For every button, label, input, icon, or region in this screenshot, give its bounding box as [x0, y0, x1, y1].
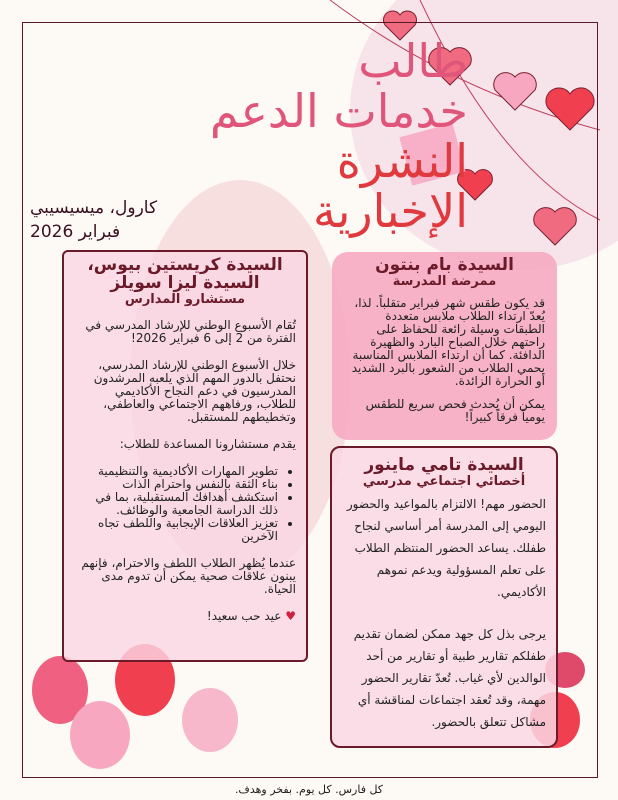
- social-worker-p1: الحضور مهم! الالتزام بالمواعيد والحضور اليومي إلى المدرسة أمر أساسي لنجاح طفلك. يساعد الحضور المنتظم الطلاب على تعلم المسؤولية ويدعم نموهم الأكاديمي.: [346, 497, 546, 599]
- title-line-3: النشرة: [336, 134, 468, 188]
- heart-icon: ♥: [285, 609, 296, 623]
- counselors-name: السيدة كريستين بيوس، السيدة ليزا سويلز: [87, 255, 283, 293]
- counselors-p1: تُقام الأسبوع الوطني للإرشاد المدرسي في الفترة من 2 إلى 6 فبراير 2026!: [85, 318, 296, 345]
- footer-motto: كل فارس. كل يوم. بفخر وهدف.: [234, 783, 384, 796]
- title-line-1: طالب: [358, 34, 468, 88]
- list-item: • تطوير المهارات الأكاديمية والتنظيمية: [74, 465, 278, 478]
- social-worker-role: أخصائي اجتماعي مدرسي: [362, 474, 526, 489]
- nurse-section: [332, 252, 557, 440]
- nurse-p2: يمكن أن يُحدث فحص سريع للطقس يومياً فرقاً كبيراً!: [365, 397, 545, 424]
- counselors-role: مستشارو المدارس: [124, 292, 246, 307]
- title-line-4: الإخبارية: [312, 184, 468, 238]
- list-item: • تعزيز العلاقات الإيجابية واللطف تجاه الآخرين: [74, 517, 278, 543]
- nurse-p1: قد يكون طقس شهر فبراير متقلباً. لذا، يُعدّ ارتداء الطلاب ملابس متعددة الطبقات وسيلة رائعة للحفاظ على راحتهم خلال الصباح البارد والظهيرة الدافئة. كما أن ارتداء الملابس المناسبة يحمي الطلاب من الشعور بالبرد الشديد أو الحرارة الزائدة.: [351, 296, 545, 388]
- counselors-p2: خلال الأسبوع الوطني للإرشاد المدرسي، نحتفل بالدور المهم الذي يلعبه المرشدون المدرسيون في دعم النجاح الأكاديمي للطلاب، ورفاههم الاجتماعي والعاطفي، وتخطيطهم للمستقبل.: [93, 358, 296, 424]
- title-line-2: خدمات الدعم: [209, 84, 468, 138]
- counselors-section: [62, 250, 308, 662]
- counselors-p5: عيد حب سعيد!: [206, 609, 282, 623]
- nurse-role: ممرضة المدرسة: [392, 274, 497, 289]
- nurse-name: السيدة بام بنتون: [375, 255, 514, 275]
- list-item: • استكشف أهدافك المستقبلية، بما في ذلك الدراسة الجامعية والوظائف.: [74, 491, 278, 517]
- list-item: • بناء الثقة بالنفس واحترام الذات: [74, 478, 278, 491]
- issue-date: فبراير 2026: [30, 222, 121, 242]
- social-worker-name: السيدة تامي ماينور: [364, 455, 524, 475]
- social-worker-p2: يرجى بذل كل جهد ممكن لضمان تقديم طفلكم تقارير طبية أو تقارير من أحد الوالدين لأي غياب. تُعدّ تقارير الحضور مهمة، وقد تُعقد اجتماعات لمناقشة أي مشاكل تتعلق بالحضور.: [353, 627, 546, 729]
- location: كارول، ميسيسيبي: [30, 198, 158, 218]
- social-worker-section: [330, 446, 558, 748]
- issue-meta: [30, 196, 200, 244]
- counselors-list: [74, 465, 296, 543]
- counselors-p3: يقدم مستشارونا المساعدة للطلاب:: [119, 437, 296, 451]
- counselors-p4: عندما يُظهر الطلاب اللطف والاحترام، فإنهم يبنون علاقات صحية يمكن أن تدوم مدى الحياة.: [81, 556, 296, 596]
